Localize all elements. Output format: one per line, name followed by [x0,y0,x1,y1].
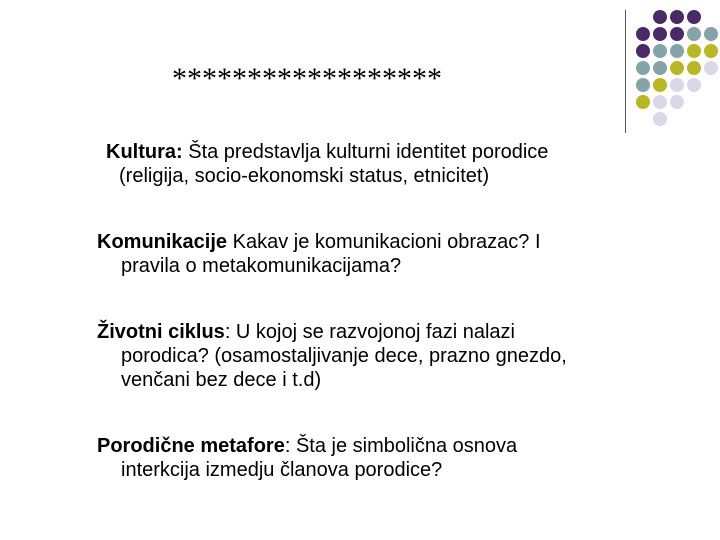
decorative-dot [704,27,718,41]
text-line: interkcija izmedju članova porodice? [121,459,443,481]
decorative-dot [636,44,650,58]
decorative-dot [687,61,701,75]
decorative-dot [687,44,701,58]
decorative-dot [653,112,667,126]
text-line: : U kojoj se razvojonoj fazi nalazi [224,321,515,343]
decorative-dot [687,27,701,41]
term-komunikacije: Komunikacije [97,231,228,253]
text-line: venčani bez dece i t.d) [121,369,322,391]
decorative-dot [636,78,650,92]
decorative-dot [653,95,667,109]
text-line: Kakav je komunikacioni obrazac? I [227,231,541,253]
text-line: (religija, socio-ekonomski status, etnicitet) [119,165,490,187]
decorative-dot [653,78,667,92]
decorative-dot [670,78,684,92]
decorative-dot [653,10,667,24]
decorative-dot [636,27,650,41]
paragraph-porodicne-metafore [97,434,517,482]
text-line: porodica? (osamostaljivanje dece, prazno gnezdo, [121,345,567,367]
decorative-dot [636,95,650,109]
term-kultura: Kultura: [106,141,183,163]
decorative-dot [653,61,667,75]
decorative-dot [704,44,718,58]
paragraph-komunikacije [97,230,541,278]
decorative-dot [636,61,650,75]
decorative-dot [687,10,701,24]
text-line: : Šta je simbolična osnova [284,435,518,457]
slide-title: ****************** [172,62,442,95]
decorative-dot [670,27,684,41]
decorative-dot [687,78,701,92]
text-line: Šta predstavlja kulturni identitet porodice [182,141,549,163]
text-line: pravila o metakomunikacijama? [121,255,402,277]
decorative-dot [653,27,667,41]
decorative-dot [670,95,684,109]
decorative-dot [704,61,718,75]
paragraph-zivotni-ciklus [97,320,567,392]
decorative-dot [670,10,684,24]
decorative-dot [670,44,684,58]
decorative-dot [653,44,667,58]
paragraph-kultura [106,140,548,188]
term-zivotni-ciklus: Životni ciklus [97,321,225,343]
decorative-vertical-line [625,10,626,133]
term-porodicne-metafore: Porodične metafore [97,435,285,457]
decorative-dot [670,61,684,75]
